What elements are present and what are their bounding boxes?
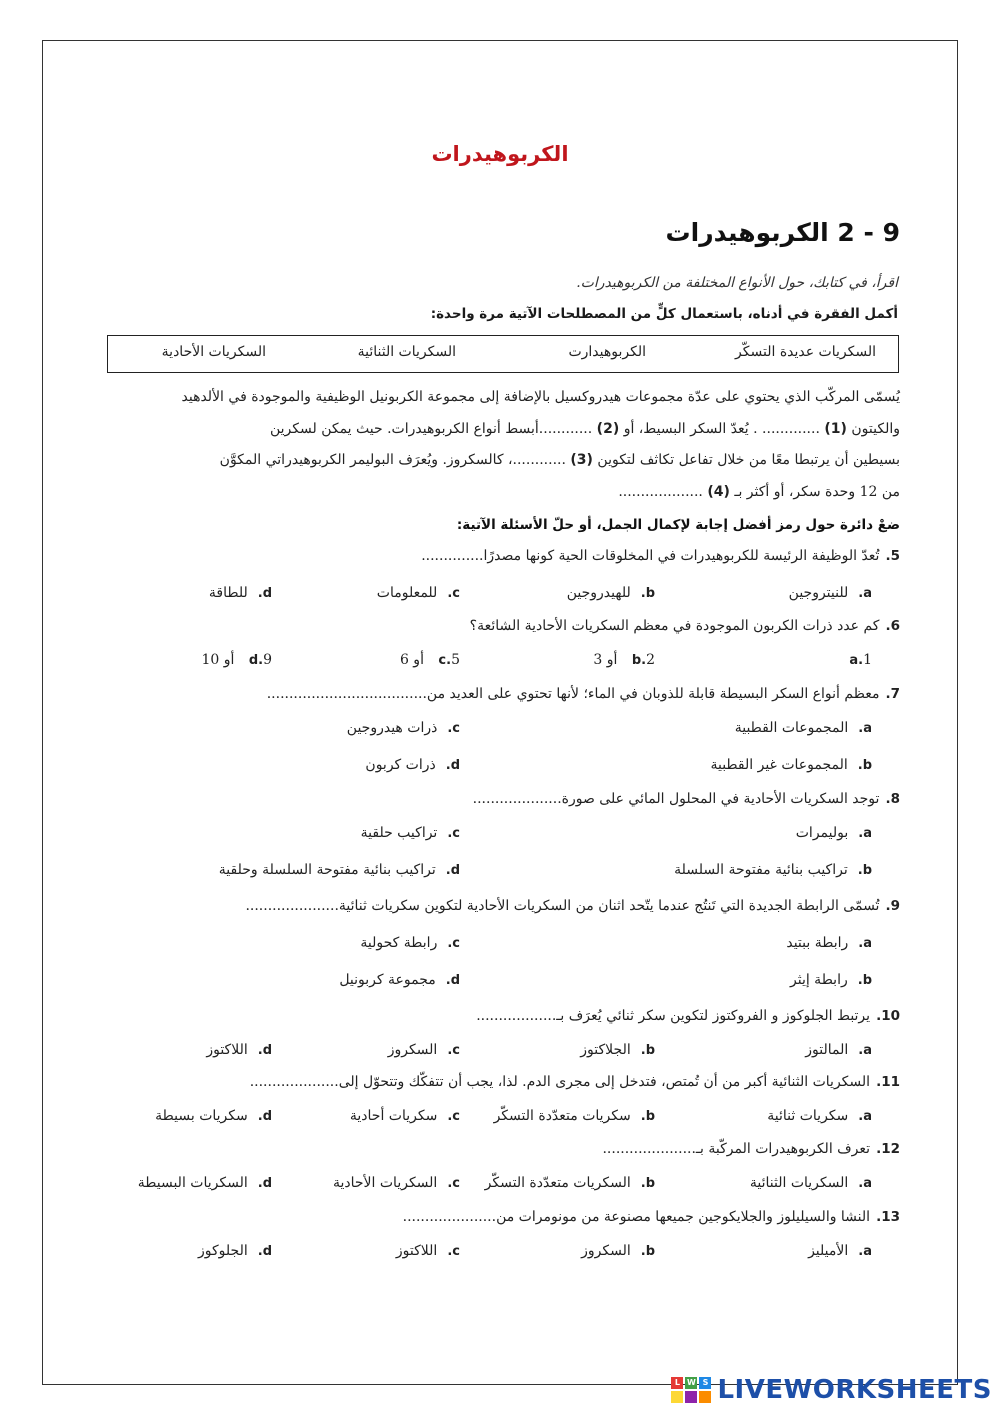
option-a[interactable]: a.سكريات ثنائية bbox=[767, 1108, 872, 1124]
option-b[interactable]: b.الجلاكتوز bbox=[580, 1042, 655, 1058]
section-title: 9 - 2 الكربوهيدرات bbox=[665, 218, 900, 247]
option-b[interactable]: b.للهيدروجين bbox=[566, 585, 655, 601]
option-c[interactable]: c.اللاكتوز bbox=[395, 1243, 460, 1259]
logo-text: LIVEWORKSHEETS bbox=[717, 1375, 992, 1405]
option-a[interactable]: a.السكريات الثنائية bbox=[749, 1175, 872, 1191]
option-b[interactable]: b.المجموعات غير القطبية bbox=[710, 757, 872, 773]
q-text: تُعدّ الوظيفة الرئيسة للكربوهيدرات في المخلوقات الحية كونها مصدرًا.............. bbox=[421, 548, 880, 564]
option-c[interactable]: c.السكريات الأحادية bbox=[333, 1175, 460, 1191]
q-text: يرتبط الجلوكوز و الفروكتوز لتكوين سكر ثنائي يُعرَف بـ.................. bbox=[476, 1008, 871, 1024]
option-d[interactable]: d.السكريات البسيطة bbox=[137, 1175, 272, 1191]
option-b[interactable]: b.تراكيب بنائية مفتوحة السلسلة bbox=[674, 862, 872, 878]
para-line-4 bbox=[100, 477, 900, 509]
option-a[interactable]: a.المالتوز bbox=[805, 1042, 872, 1058]
option-a[interactable]: a.1 bbox=[849, 652, 872, 668]
option-b[interactable]: b.السكريات متعدّدة التسكّر bbox=[484, 1175, 655, 1191]
option-c[interactable]: c.سكريات أحادية bbox=[349, 1108, 460, 1124]
option-d[interactable]: d.الجلوكوز bbox=[198, 1243, 272, 1259]
fill-paragraph bbox=[100, 382, 900, 508]
para-text: ................... bbox=[618, 483, 703, 500]
intro-complete: أكمل الفقرة في أدناه، باستعمال كلٍّ من المصطلحات الآتية مرة واحدة: bbox=[430, 306, 898, 322]
question-6 bbox=[100, 618, 900, 634]
option-d[interactable]: d.للطاقة bbox=[208, 585, 272, 601]
logo-icon: L W S bbox=[671, 1377, 711, 1403]
para-text: بسيطين أن يرتبطا معًا من خلال تفاعل تكاثف لتكوين bbox=[597, 452, 900, 468]
question-10 bbox=[100, 1008, 900, 1024]
term-4: السكريات الأحادية bbox=[161, 344, 266, 360]
option-a[interactable]: a.الأميليز bbox=[808, 1243, 872, 1259]
q-num: 13. bbox=[876, 1209, 900, 1225]
terms-box bbox=[107, 335, 899, 373]
question-12 bbox=[100, 1141, 900, 1157]
q-text: توجد السكريات الأحادية في المحلول المائي على صورة.................... bbox=[472, 791, 880, 807]
q-text: تعرف الكربوهيدرات المركّبة بـ..................... bbox=[602, 1141, 871, 1157]
option-d[interactable]: d.سكريات بسيطة bbox=[155, 1108, 272, 1124]
blank-3[interactable]: (3) bbox=[570, 452, 593, 468]
option-c[interactable]: c.رابطة كحولية bbox=[360, 935, 460, 951]
question-13 bbox=[100, 1209, 900, 1225]
q-text: معظم أنواع السكر البسيطة قابلة للذوبان في الماء؛ لأنها تحتوي على العديد من.................................... bbox=[266, 686, 880, 702]
intro-read: اقرأ، في كتابك، حول الأنواع المختلفة من الكربوهيدرات. bbox=[576, 275, 898, 291]
blank-2[interactable]: (2) bbox=[596, 420, 620, 437]
option-a[interactable]: a.المجموعات القطبية bbox=[734, 720, 872, 736]
para-text: ............، كالسكروز. ويُعرَف البوليمر الكربوهيدراتي المكوَّن bbox=[219, 452, 566, 468]
blank-4[interactable]: (4) bbox=[707, 483, 730, 500]
option-a[interactable]: a.رابطة ببتيد bbox=[786, 935, 872, 951]
option-d[interactable]: d.مجموعة كربونيل bbox=[339, 972, 460, 988]
blank-1[interactable]: (1) bbox=[824, 420, 847, 437]
q-text: السكريات الثنائية أكبر من أن تُمتص، فتدخل إلى مجرى الدم. لذا، يجب أن تتفكّك وتتحوّل إلى.................... bbox=[249, 1074, 871, 1090]
term-2: الكربوهيدارت bbox=[568, 344, 646, 360]
option-b[interactable]: b.السكروز bbox=[581, 1243, 655, 1259]
q-text: كم عدد ذرات الكربون الموجودة في معظم السكريات الأحادية الشائعة؟ bbox=[469, 618, 880, 634]
q-num: 11. bbox=[876, 1074, 900, 1090]
question-5 bbox=[100, 548, 900, 564]
para-text: من 12 وحدة سكر، أو أكثر بـ bbox=[734, 483, 900, 500]
question-7 bbox=[100, 686, 900, 702]
option-c[interactable]: c.ذرات هيدروجين bbox=[346, 720, 460, 736]
option-a[interactable]: a.بوليمرات bbox=[795, 825, 872, 841]
q-num: 8. bbox=[885, 791, 900, 807]
q-num: 5. bbox=[885, 548, 900, 564]
question-9 bbox=[100, 898, 900, 914]
q-text: النشا والسيليلوز والجلايكوجين جميعها مصنوعة من مونومرات من..................... bbox=[402, 1209, 871, 1225]
option-a[interactable]: a.للنيتروجين bbox=[788, 585, 872, 601]
q-num: 10. bbox=[876, 1008, 900, 1024]
para-text: ............. . يُعدّ السكر البسيط، أو bbox=[623, 420, 820, 437]
option-b[interactable]: b.سكريات متعدّدة التسكّر bbox=[493, 1108, 655, 1124]
option-d[interactable]: d.9 أو 10 bbox=[201, 652, 272, 668]
para-line-3 bbox=[100, 445, 900, 477]
option-c[interactable]: c.السكروز bbox=[387, 1042, 460, 1058]
para-line-1: يُسمّى المركّب الذي يحتوي على عدّة مجموعات هيدروكسيل بالإضافة إلى مجموعة الكربونيل الوظيفية والموجودة في الألدهيد bbox=[181, 389, 900, 405]
para-text: ............أبسط أنواع الكربوهيدرات. حيث يمكن لسكرين bbox=[269, 420, 593, 437]
option-c[interactable]: c.5 أو 6 bbox=[399, 652, 460, 668]
para-line-2 bbox=[100, 414, 900, 446]
option-d[interactable]: d.ذرات كربون bbox=[365, 757, 460, 773]
question-8 bbox=[100, 791, 900, 807]
term-3: السكريات الثنائية bbox=[357, 344, 456, 360]
q-num: 12. bbox=[876, 1141, 900, 1157]
term-1: السكريات عديدة التسكّر bbox=[735, 344, 876, 360]
question-11 bbox=[100, 1074, 900, 1090]
option-c[interactable]: c.تراكيب حلقية bbox=[360, 825, 460, 841]
option-d[interactable]: d.تراكيب بنائية مفتوحة السلسلة وحلقية bbox=[218, 862, 460, 878]
q-num: 6. bbox=[885, 618, 900, 634]
option-b[interactable]: b.2 أو 3 bbox=[593, 652, 655, 668]
page-title: الكربوهيدرات bbox=[431, 142, 569, 166]
option-c[interactable]: c.للمعلومات bbox=[376, 585, 460, 601]
mcq-instruction: ضعْ دائرة حول رمز أفضل إجابة لإكمال الجمل، أو حلّ الأسئلة الآتية: bbox=[456, 517, 900, 533]
q-num: 9. bbox=[885, 898, 900, 914]
option-d[interactable]: d.اللاكتوز bbox=[206, 1042, 272, 1058]
option-b[interactable]: b.رابطة إيثر bbox=[790, 972, 872, 988]
para-text: والكيتون bbox=[851, 420, 900, 437]
q-text: تُسمّى الرابطة الجديدة التي تَنتُج عندما يتّحد اثنان من السكريات الأحادية لتكوين سكريات ثنائية..................... bbox=[245, 898, 880, 914]
q-num: 7. bbox=[885, 686, 900, 702]
liveworksheets-logo[interactable] bbox=[671, 1375, 992, 1405]
